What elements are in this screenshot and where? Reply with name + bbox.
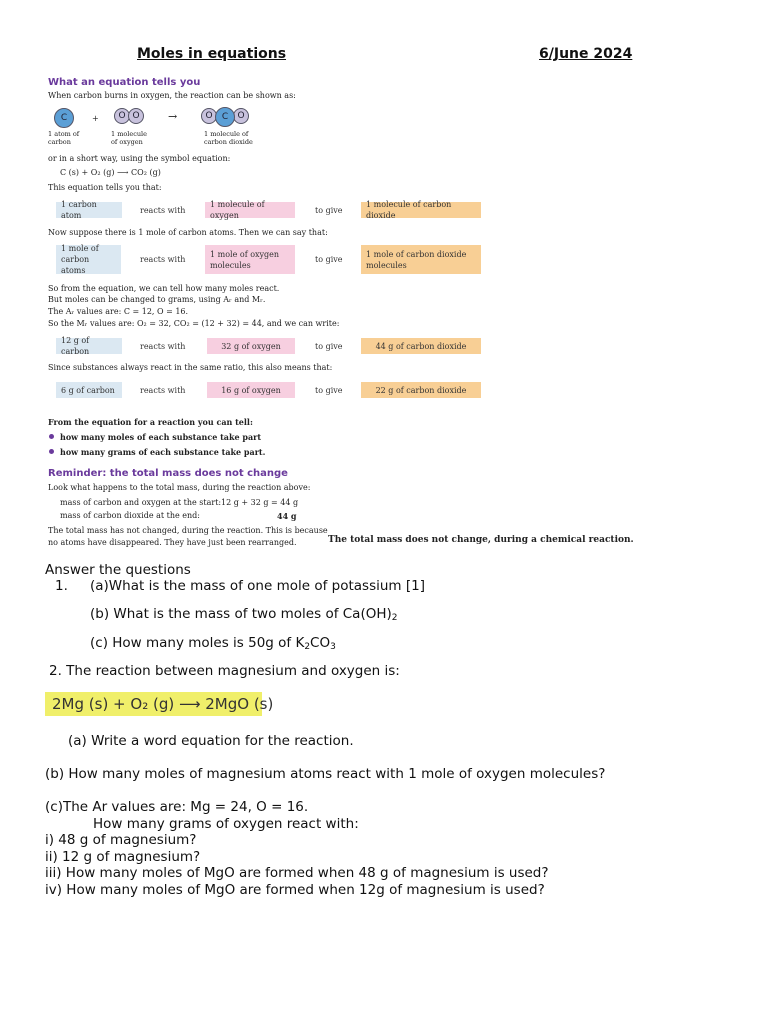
mass-end-label: mass of carbon dioxide at the end: <box>60 511 200 520</box>
row2-product-box: 1 mole of carbon dioxide molecules <box>361 245 481 274</box>
total-mass-text-2: no atoms have disappeared. They have just been rearranged. <box>48 538 297 547</box>
from-equation-heading: From the equation for a reaction you can tell: <box>48 417 253 427</box>
bullet-icon <box>49 434 54 439</box>
page-title: Moles in equations <box>137 46 287 62</box>
carbon-atom-icon: C <box>54 108 74 128</box>
q2b: (b) How many moles of magnesium atoms react with 1 mole of oxygen molecules? <box>45 766 606 782</box>
q1b-subscript: 2 <box>391 613 398 623</box>
row1-reactant2-box: 1 molecule of oxygen <box>205 202 295 218</box>
q1c <box>90 635 336 655</box>
paragraph-3: The Aᵣ values are: C = 12, O = 16. <box>48 307 189 316</box>
equation-highlight: 2Mg (s) + O₂ (g) ⟶ 2MgO (s) <box>45 692 262 716</box>
row3-reacts-with: reacts with <box>140 342 186 351</box>
atom-label: 1 atom of carbon <box>48 130 80 146</box>
q2c-iii: iii) How many moles of MgO are formed when 48 g of magnesium is used? <box>45 865 549 881</box>
row4-to-give: to give <box>315 386 343 395</box>
arrow: → <box>168 110 178 123</box>
q1c-subscript-2: 3 <box>330 642 336 652</box>
paragraph-1: So from the equation, we can tell how many moles react. <box>48 284 280 293</box>
symbol-equation: C (s) + O₂ (g) ⟶ CO₂ (g) <box>60 168 161 177</box>
since-text: Since substances always react in the same ratio, this also means that: <box>48 363 333 372</box>
oxygen-label: 1 molecule of oxygen <box>111 130 147 146</box>
oxygen-atom-icon: O <box>128 108 144 124</box>
total-mass-text-1: The total mass has not changed, during the reaction. This is because <box>48 526 328 535</box>
q2c-i: i) 48 g of magnesium? <box>45 832 197 848</box>
look-text: Look what happens to the total mass, during the reaction above: <box>48 483 311 492</box>
q2: 2. The reaction between magnesium and oxygen is: <box>49 663 400 679</box>
intro-text: When carbon burns in oxygen, the reaction can be shown as: <box>48 91 296 100</box>
row1-to-give: to give <box>315 206 343 215</box>
oxygen-atom-icon: O <box>233 108 249 124</box>
mass-start-value: 12 g + 32 g = 44 g <box>221 498 299 507</box>
row3-product-box: 44 g of carbon dioxide <box>361 338 481 354</box>
oxygen-atom-icon: O <box>114 108 130 124</box>
oxygen-atom-icon: O <box>201 108 217 124</box>
co2-label: 1 molecule of carbon dioxide <box>204 130 253 146</box>
row2-to-give: to give <box>315 255 343 264</box>
plus-sign: + <box>92 114 99 123</box>
row1-reactant-box: 1 carbon atom <box>56 202 122 218</box>
paragraph-4: So the Mᵣ values are: O₂ = 32, CO₂ = (12 + 32) = 44, and we can write: <box>48 319 340 328</box>
q2c-line2: How many grams of oxygen react with: <box>93 816 359 832</box>
mass-start-label: mass of carbon and oxygen at the start: <box>60 498 222 507</box>
carbon-atom-icon: C <box>215 107 235 127</box>
short-way-text: or in a short way, using the symbol equation: <box>48 154 231 163</box>
bullet-1: how many moles of each substance take part <box>60 432 262 442</box>
q1c-text: (c) How many moles is 50g of K <box>90 635 305 651</box>
row3-reactant2-box: 32 g of oxygen <box>207 338 295 354</box>
row4-reactant-box: 6 g of carbon <box>56 382 122 398</box>
paragraph-2: But moles can be changed to grams, using Aᵣ and Mᵣ. <box>48 295 266 304</box>
suppose-text: Now suppose there is 1 mole of carbon atoms. Then we can say that: <box>48 228 328 237</box>
row2-reacts-with: reacts with <box>140 255 186 264</box>
row3-to-give: to give <box>315 342 343 351</box>
q2a: (a) Write a word equation for the reaction. <box>68 733 354 749</box>
row1-product-box: 1 molecule of carbon dioxide <box>361 202 481 218</box>
answer-heading: Answer the questions <box>45 562 191 578</box>
q1a: (a)What is the mass of one mole of potassium [1] <box>90 578 425 594</box>
mass-end-value: 44 g <box>277 511 297 521</box>
row4-reactant2-box: 16 g of oxygen <box>207 382 295 398</box>
date: 6/June 2024 <box>539 46 633 62</box>
row4-reacts-with: reacts with <box>140 386 186 395</box>
section-heading-mass: Reminder: the total mass does not change <box>48 468 288 479</box>
q1c-subscript-1: 2 <box>304 642 311 652</box>
q1c-formula: CO <box>310 635 331 651</box>
q1-number: 1. <box>55 578 68 594</box>
tells-text: This equation tells you that: <box>48 183 162 192</box>
row2-reactant-box: 1 mole of carbon atoms <box>56 245 121 274</box>
row3-reactant-box: 12 g of carbon <box>56 338 122 354</box>
section-heading-equation: What an equation tells you <box>48 77 201 88</box>
bullet-2: how many grams of each substance take part. <box>60 447 266 457</box>
q2c-line1: (c)The Ar values are: Mg = 24, O = 16. <box>45 799 309 815</box>
q1b <box>90 606 398 626</box>
bullet-icon <box>49 449 54 454</box>
q1b-text: (b) What is the mass of two moles of Ca(OH) <box>90 606 392 622</box>
caption: The total mass does not change, during a chemical reaction. <box>328 535 634 545</box>
row2-reactant2-box: 1 mole of oxygen molecules <box>205 245 295 274</box>
q2c-iv: iv) How many moles of MgO are formed when 12g of magnesium is used? <box>45 882 545 898</box>
row4-product-box: 22 g of carbon dioxide <box>361 382 481 398</box>
row1-reacts-with: reacts with <box>140 206 186 215</box>
q2c-ii: ii) 12 g of magnesium? <box>45 849 201 865</box>
